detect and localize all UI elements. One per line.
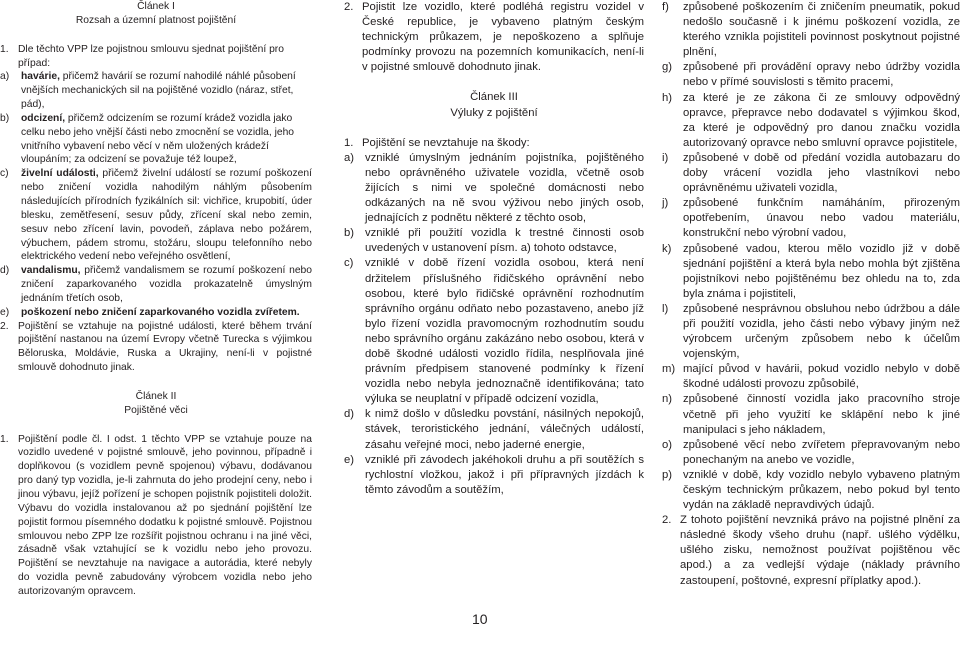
- list-item-term: havárie,: [21, 71, 60, 83]
- article-3-subtitle: Výluky z pojištění: [450, 106, 538, 119]
- list-label: b): [344, 227, 355, 240]
- article-2-title: Článek II: [135, 390, 177, 402]
- article-3-paragraph-1: [344, 136, 644, 151]
- article-3-paragraph-2: [662, 513, 960, 588]
- list-item: [0, 306, 312, 320]
- list-item: [662, 302, 960, 362]
- list-label: m): [662, 363, 676, 376]
- list-item-text: vzniklé při závodech jakéhokoli druhu a při soutěžích s rychlostní vložkou, jakož i při přípravných jízdách k těmto závodům a soutěžím,: [365, 453, 644, 496]
- column-right: [662, 0, 960, 589]
- list-item-text: přičemž odcizením se rozumí krádež vozidla jako celku nebo jeho vnější části nebo zmocnění se vozidla, jeho vnitřního vybavení nebo věcí v něm uložených krádeží vloupáním; za odcizení se považuje též loupež,: [21, 112, 295, 166]
- list-item-text: přičemž havárií se rozumí nahodilé náhlé působení vnějších mechanických sil na pojištěné vozidlo (náraz, střet, pád),: [21, 71, 296, 111]
- list-item-text: způsobené při provádění opravy nebo údržby vozidla nebo v přímé souvislosti s těmito pracemi,: [683, 61, 960, 89]
- list-item: [662, 362, 960, 392]
- list-label: o): [662, 438, 673, 451]
- list-item-text: způsobené poškozením či zničením pneumatik, pokud nedošlo současně i k jinému poškození vozidla, ze kterého vznikla pojistiteli povinnost poskytnout pojistné plnění,: [683, 1, 960, 59]
- list-item-text: způsobené funkčním namáháním, přirozeným opotřebením, únavou nebo vadou materiálu, konstrukční nebo výrobní vadou,: [683, 197, 960, 240]
- list-item: [662, 392, 960, 437]
- list-item: [662, 438, 960, 468]
- paragraph-number: 1.: [0, 43, 9, 55]
- paragraph-text: Z tohoto pojištění nevzniká právo na pojistné plnění za následné škody všeho druhu (např. ušlého výdělku, ušlého zisku, nemožnost používat pojištěnou věc apod.) a za vedlejší výdaje (náklady právního zastoupení, poštovné, expresní příplatky apod.).: [680, 514, 960, 587]
- article-3-title: Článek III: [470, 91, 518, 104]
- list-item: [0, 112, 312, 167]
- paragraph-number: 1.: [0, 433, 9, 445]
- list-item: [662, 151, 960, 196]
- list-label: d): [0, 265, 10, 277]
- list-label: n): [662, 393, 673, 406]
- list-item-term: živelní události,: [21, 168, 99, 180]
- list-label: c): [344, 257, 354, 270]
- page-number: 10: [472, 611, 488, 627]
- list-item-term: vandalismu,: [21, 265, 81, 277]
- list-label: e): [0, 306, 10, 318]
- list-item-text: přičemž živelní událostí se rozumí poškození nebo zničení vozidla nahodilým náhlým působením následujících přírodních fyzikálních sil: vichřice, krupobití, úder blesku, zemětřesení, sesuv půdy, zřícení skal nebo zemin, sesuv nebo zřícení lavin, povodeň, záplava nebo požárem, výbuchem, pádem stromu, stožáru, sloupu telefonního nebo elektrického vedení nebo veřejného osvětlení,: [21, 168, 312, 263]
- list-item: [662, 196, 960, 241]
- article-2-paragraph-2: [344, 0, 644, 75]
- list-item-text: k nimž došlo v důsledku povstání, násilných nepokojů, stávek, teroristického jednání, válečných událostí, zásahu veřejné moci, nebo jaderné energie,: [365, 408, 644, 451]
- paragraph-intro: Dle těchto VPP lze pojistnou smlouvu sjednat pojištění pro případ:: [18, 43, 284, 69]
- list-label: a): [344, 151, 355, 164]
- list-item: [662, 60, 960, 90]
- list-item-text: vzniklé v době řízení vozidla osobou, která není držitelem příslušného řidičského oprávnění nebo osobou, které bylo řidičské oprávnění rozhodnutím správního orgánu odňato nebo pozastaveno, anebo jíž bylo řízení vozidla pravomocným rozhodnutím soudu nebo správního orgánu zakázáno nebo osobou, která v době škodné události vozidlo řídila, nesplňovala jiné právním předpisem stanovené podmínky k řízení vozidla nebo nebyla jednoznačně identifikována; tato výluka se neuplatní v případě odcizení vozidla,: [365, 257, 644, 406]
- list-item-text: za které je ze zákona či ze smlouvy odpovědný opravce, přepravce nebo dodavatel s výjimkou škod, za které je odpovědný pro danou značku vozidla autorizovaný opravce nebo smluvní opravce pojistitele,: [683, 91, 960, 149]
- list-label: e): [344, 453, 355, 466]
- paragraph-number: 1.: [344, 136, 354, 149]
- list-item-text: vzniklé při použití vozidla k trestné činnosti osob uvedených v ustanovení písm. a) tohoto odstavce,: [365, 227, 644, 255]
- list-label: a): [0, 71, 10, 83]
- list-label: j): [662, 197, 669, 210]
- list-item: [0, 70, 312, 112]
- list-item: [662, 91, 960, 151]
- article-1-paragraph-1: [0, 43, 312, 71]
- list-label: b): [0, 112, 10, 124]
- paragraph-number: 2.: [662, 514, 672, 527]
- list-item-text: vzniklé v době, kdy vozidlo nebylo vybaveno platným českým technickým průkazem, nebo pokud byl tento vydán na základě nepravdivých údajů.: [683, 468, 960, 512]
- paragraph-number: 2.: [0, 320, 9, 332]
- list-label: g): [662, 61, 673, 74]
- article-1-subtitle: Rozsah a územní platnost pojištění: [75, 14, 237, 26]
- list-item: [344, 453, 644, 498]
- list-label: l): [662, 302, 669, 315]
- list-item: [0, 167, 312, 264]
- paragraph-text: Pojistit lze vozidlo, které podléhá registru vozidel v České republice, je vybaveno platným českým technickým průkazem, je nepoškozeno a splňuje podmínky provozu na pozemních komunikacích, není-li v pojistné smlouvě dohodnuto jinak.: [362, 1, 644, 74]
- list-label: p): [662, 468, 673, 481]
- paragraph-number: 2.: [344, 1, 354, 13]
- list-label: i): [662, 151, 669, 164]
- list-item: [344, 256, 644, 407]
- list-item-text: vzniklé úmyslným jednáním pojistníka, pojištěného nebo oprávněného uživatele vozidla, včetně osob žijících s nimi ve společné domácnosti nebo odkázaných na ně svou výživou nebo jiných osob, jednajících z podnětu některé z těchto osob,: [365, 151, 644, 225]
- list-item-text: mající původ v havárii, pokud vozidlo nebylo v době škodné události provozu způsobilé,: [683, 363, 960, 391]
- list-item: [662, 0, 960, 60]
- list-label: h): [662, 91, 673, 104]
- list-label: d): [344, 408, 355, 421]
- list-item-text: způsobené věcí nebo zvířetem přepravovaným nebo ponechaným na anebo ve vozidle,: [683, 438, 960, 466]
- list-item-text: způsobené nesprávnou obsluhou nebo údržbou a dále při použití vozidla, jeho části nebo výbavy jiným než výrobcem určeným způsobem nebo k účelům vojenským,: [683, 302, 960, 361]
- list-item: [662, 242, 960, 302]
- paragraph-intro: Pojištění se nevztahuje na škody:: [362, 136, 530, 149]
- paragraph-text: Pojištění podle čl. I odst. 1 těchto VPP se vztahuje pouze na vozidlo uvedené v pojistné smlouvě, jeho povinnou, případně i doplňkovou (s vozidlem pevně spojenou) výbavu, dodávanou pro daný typ vozidla, je-li zahrnuta do jeho prodejní ceny, nebo i jinou výbavu, jejíž pořízení je schopen pojistník pojistiteli doložit. Výbavu do vozidla instalovanou až po sjednání pojištění lze pojistit formou písemného dodatku k pojistné smlouvě. Pojistnou smlouvou nebo ZPP lze rozšířit pojistnou ochranu i na jiné věci, zásadně však vztahující se k vozidlu nebo jeho provozu. Pojištění se nevztahuje na navigace a autorádia, které nebyly do vozidla pevně zabudovány výrobcem vozidla nebo jeho autorizovaným opravcem.: [18, 433, 312, 597]
- paragraph-text: Pojištění se vztahuje na pojistné události, které během trvání pojištění nastanou na území Evropy včetně Turecka s výjimkou Běloruska, Moldávie, Ruska a Ukrajiny, není-li v pojistné smlouvě dohodnuto jinak.: [18, 320, 312, 374]
- list-label: c): [0, 168, 9, 180]
- list-item-text: přičemž vandalismem se rozumí poškození nebo zničení zaparkovaného vozidla prokazatelně úmyslným jednáním třetích osob,: [21, 265, 312, 304]
- article-2-paragraph-1: [0, 433, 312, 599]
- article-1-title: Článek I: [137, 1, 175, 12]
- list-item-term: poškození nebo zničení zaparkovaného vozidla zvířetem.: [21, 306, 300, 318]
- list-item: [662, 468, 960, 513]
- column-middle: [344, 0, 644, 498]
- list-item: [344, 151, 644, 226]
- list-item-text: způsobené činností vozidla jako pracovního stroje včetně při jeho využití ke sklápění nebo k jiné manipulaci s jeho nákladem,: [683, 393, 960, 436]
- article-2-subtitle: Pojištěné věci: [124, 404, 188, 416]
- article-1-paragraph-2: [0, 320, 312, 375]
- list-item-text: způsobené v době od předání vozidla autobazaru do doby vrácení vozidla jeho vlastníkovi nebo oprávněnému uživateli vozidla,: [683, 151, 960, 195]
- list-item-term: odcizení,: [21, 112, 66, 124]
- list-item-text: způsobené vadou, kterou mělo vozidlo již v době sjednání pojištění a která byla nebo mohla být zjištěna pojistníkovi nebo pojištěnému bez ohledu na to, zda byla známa i pojistiteli,: [683, 242, 960, 300]
- list-label: k): [662, 242, 672, 255]
- list-item: [344, 407, 644, 452]
- list-item: [344, 226, 644, 256]
- list-item: [0, 264, 312, 306]
- column-left: [0, 0, 312, 599]
- list-label: f): [662, 1, 669, 13]
